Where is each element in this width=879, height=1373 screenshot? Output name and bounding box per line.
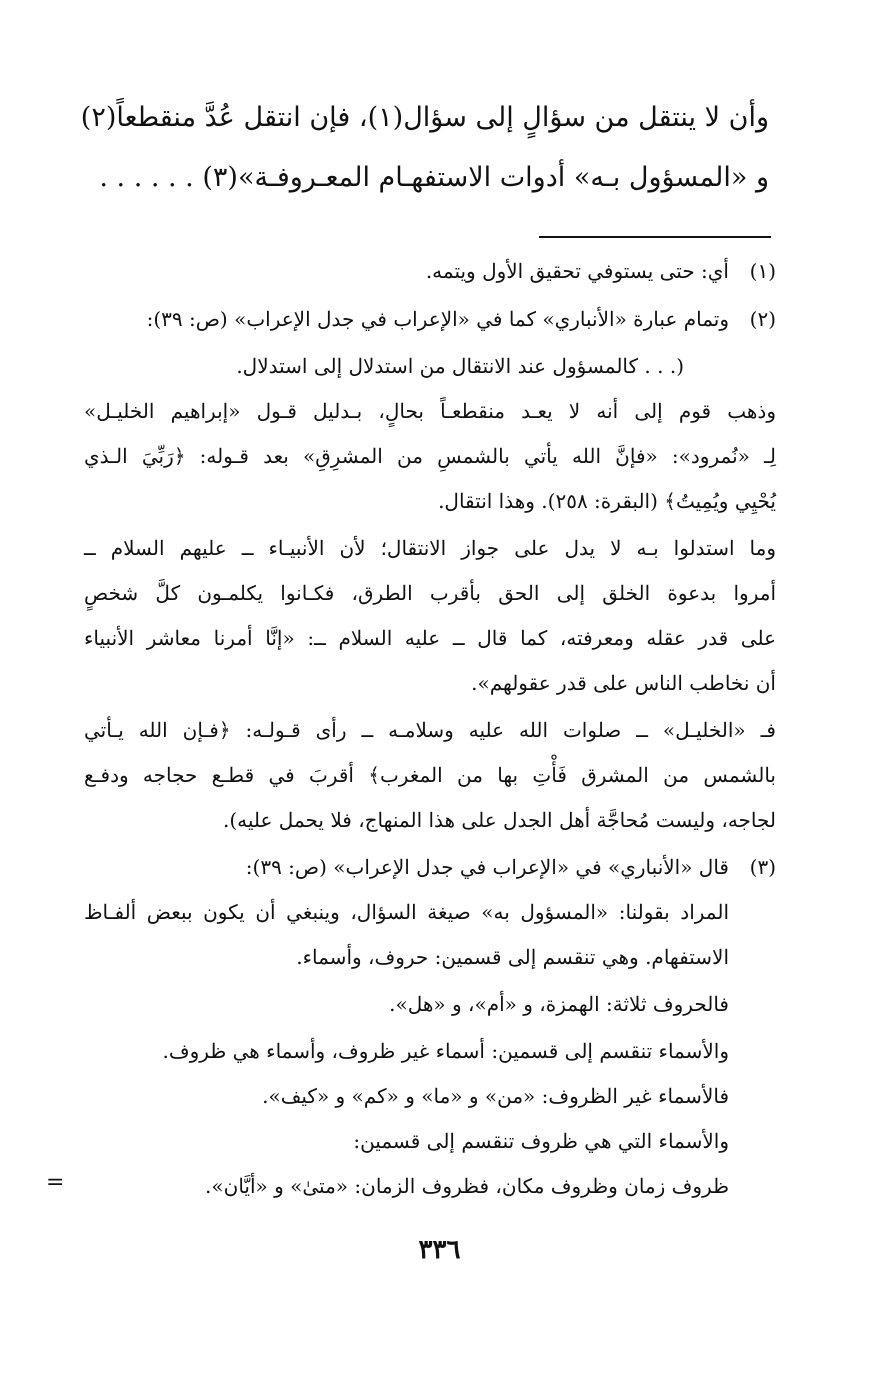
footnote-3-line: فالحروف ثلاثة: الهمزة، و «أم»، و «هل». xyxy=(389,992,729,1016)
footnote-2-marker: (٢) xyxy=(749,307,776,331)
footnote-2-line: بالشمس من المشرق فَأْتِ بها من المغرب﴾ أقربَ في قطـع حجاجه ودفـع xyxy=(84,763,776,787)
footnote-2-line: يُحْيِي ويُمِيتُ﴾ (البقرة: ٢٥٨). وهذا انتقال. xyxy=(438,489,776,513)
page-number: ٣٣٦ xyxy=(418,1235,461,1265)
footnote-3-line: الاستفهام. وهي تنقسم إلى قسمين: حروف، وأسماء. xyxy=(296,945,729,969)
footnote-2-line: فـ «الخليـل» ــ صلوات الله عليه وسلامـه ــ رأى قـولـه: ﴿فـإن الله يـأتي xyxy=(84,718,776,742)
footnote-3-line: قال «الأنباري» في «الإعراب في جدل الإعراب» (ص: ٣٩): xyxy=(245,855,729,879)
footnote-1-line: أي: حتى يستوفي تحقيق الأول ويتمه. xyxy=(425,259,729,283)
footnote-2-line: وتمام عبارة «الأنباري» كما في «الإعراب في جدل الإعراب» (ص: ٣٩): xyxy=(146,307,729,331)
footnote-3-marker: (٣) xyxy=(749,855,776,879)
continuation-mark: = xyxy=(46,1170,65,1195)
footnote-3-line: المراد بقولنا: «المسؤول به» صيغة السؤال، وينبغي أن يكون ببعض ألفـاظ xyxy=(84,900,729,924)
main-text-line-1: وأن لا ينتقل من سؤالٍ إلى سؤال(١)، فإن انتقل عُدَّ منقطعاً(٢) xyxy=(80,102,769,133)
footnote-2-line: على قدر عقله ومعرفته، كما قال ــ عليه السلام ــ: «إنَّا أمرنا معاشر الأنبياء xyxy=(84,626,777,650)
footnote-2-line: (. . . كالمسؤول عند الانتقال من استدلال إلى استدلال. xyxy=(236,354,684,378)
footnote-2-line: أمروا بدعوة الخلق إلى الحق بأقرب الطرق، فكـانوا يكلمـون كلَّ شخصٍ xyxy=(84,581,776,605)
footnote-3-line: والأسماء تنقسم إلى قسمين: أسماء غير ظروف، وأسماء هي ظروف. xyxy=(162,1039,729,1063)
footnote-2-line: أن نخاطب الناس على قدر عقولهم». xyxy=(471,671,776,695)
footnote-separator xyxy=(539,236,771,238)
main-text-line-2: و «المسؤول بـه» أدوات الاستفهـام المعـروفـة»(٣) . . . . . . xyxy=(99,162,769,193)
footnote-3-line: فالأسماء غير الظروف: «من» و «ما» و «كم» و «كيف». xyxy=(262,1084,729,1108)
footnote-2-line: لجاجه، وليست مُحاجَّة أهل الجدل على هذا المنهاج، فلا يحمل عليه). xyxy=(222,808,776,832)
footnote-2-line: لِـ «نُمرود»: «فإنَّ الله يأتي بالشمسِ من المشرِقِ» بعد قـوله: ﴿رَبِّيَ الـذي xyxy=(84,444,776,468)
footnote-2-line: وذهب قوم إلى أنه لا يعـد منقطعـاً بحالٍ، بـدليل قـول «إبراهيم الخليـل» xyxy=(84,399,776,423)
footnote-3-line: والأسماء التي هي ظروف تنقسم إلى قسمين: xyxy=(353,1129,729,1153)
footnote-3-line: ظروف زمان وظروف مكان، فظروف الزمان: «متىٰ» و «أيَّان». xyxy=(205,1174,729,1198)
footnote-2-line: وما استدلوا بـه لا يدل على جواز الانتقال؛ لأن الأنبيـاء ــ عليهم السلام ــ xyxy=(84,536,776,560)
footnote-1-marker: (١) xyxy=(749,259,776,283)
